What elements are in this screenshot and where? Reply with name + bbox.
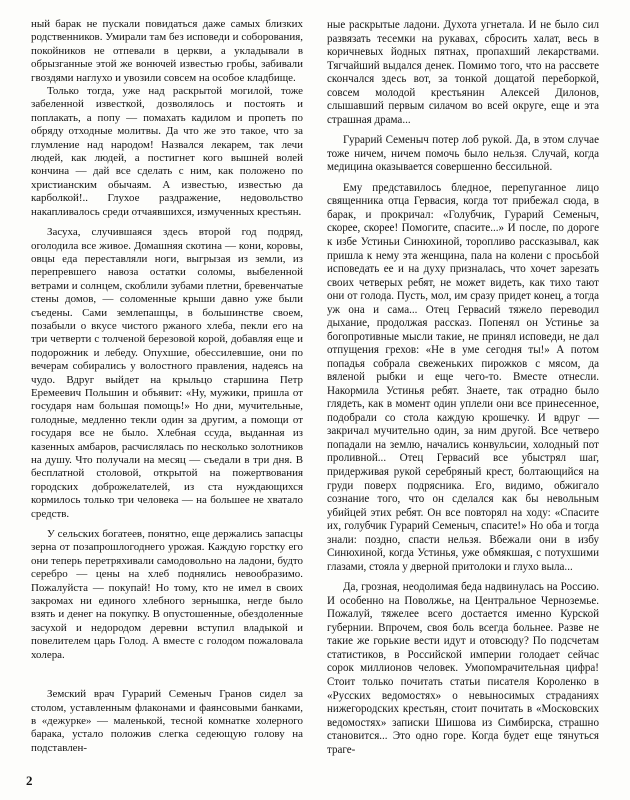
paragraph: Ему представилось бледное, перепуганное лицо священника отца Гервасия, когда тот прибежал сюда, в барак, и прокричал: «Голубчик, Гурарий Семеныч, скорее, скорее! Помогите, спасите...» И после, по дороге к избе Устиньи Синюхиной, торопливо рассказывал, как пришла к нему эта женщина, пала на колени с просьбой исповедать ее и на духу призналась, что хочет зарезать своих четверых ребят, не может видеть, как тихо тают они от голода. Пусть, мол, им сразу придет конец, а тогда уж она и сама... Отец Гервасий тяжело переводил дыхание, продолжая рассказ. Попенял он Устинье за богопротивные мысли такие, не принял исповеди, не дал отпущения грехов: «Не в уме сегодня ты!» А потом попадья собрала свеженьких пирожков с мясом, да вяленой рыбки и еще чего-то. Вместе отнесли. Накормила Устинья ребят. Знаете, так отрадно было глядеть, как в момент один уплели они все принесенное, подобрали со стола каждую крошечку. И вдруг — закричал мучительно один, за ним другой. Все четверо попадали на землю, начались конвульсии, холодный пот проливной... Отец Гервасий все убыстрял шаг, придерживая рукой серебряный крест, болтающийся на груди поверх подрясника. Его, видимо, обжигало сознание того, что он сделался как бы невольным убийцей этих ребят. Он все повторял на ходу: «Спасите их, голубчик Гурарий Семеныч, спасите!» Но оба и тогда знали: поздно, спасти нельзя. Вбежали они в избу Синюхиной, когда Устинья, уже обмякшая, с потухшими глазами, стояла у дверной притолоки и глухо выла... (327, 181, 599, 573)
paragraph: У сельских богатеев, понятно, еще держались запасцы зерна от позапрошлогоднего урожая. Каждую горстку его они теперь перетряхивали самодовольно на ладони, будто серебро — цены на хлеб поднялись невообразимо. Пожалуйста — покупай! Но тому, кто не имел в своих закромах ни единого хлебного зернышка, негде было взять и денег на покупку. В опустошенные, обездоленные засухой и недородом деревни вступил владыкой и повелителем царь Голод. А вместе с голодом пожаловала холера. (31, 528, 303, 661)
paragraph: Да, грозная, неодолимая беда надвинулась на Россию. И особенно на Поволжье, на Центральное Черноземье. Пожалуй, тяжелее всего достается именно Курской губернии. Впрочем, своя боль всегда больнее. Разве не такие же горькие вести идут и отовсюду? По подсчетам статистиков, в Российской империи голодает сейчас сорок миллионов человек. Умопомрачительная цифра! Стоит только почитать статьи писателя Короленко в «Русских ведомостях» о невыносимых страданиях нижегородских крестьян, стоит почитать в «Московских ведомостях» записки Шишова из Симбирска, страшно становится... Это одно горе. Когда будет еще тянуться траге- (327, 581, 599, 756)
page-number: 2 (26, 773, 33, 788)
left-text-column (31, 18, 303, 755)
paragraph: Только тогда, уже над раскрытой могилой, тоже забеленной известкой, дозволялось и постоять и поплакать, а попу — помахать кадилом и пропеть по обряду отходные молитвы. Да что же это такое, что за глумление над народом! Назвался лекарем, так лечи людей, как людей, а постигнет кого вышней волей кончина — дай все сделать с ним, как положено по христианским обычаям. А известью, известью да карболкой!.. Глухое раздражение, недовольство накапливалось среди отчаявшихся, измученных крестьян. (31, 85, 303, 218)
paragraph: Гурарий Семеныч потер лоб рукой. Да, в этом случае тоже ничем, ничем помочь было нельзя. Случай, когда медицина оказывается совершенно бессильной. (327, 134, 599, 174)
paragraph: Засуха, случившаяся здесь второй год подряд, оголодила все живое. Домашняя скотина — кони, коровы, овцы еда переставляли ноги, выгрызая из земли, из перепревшего навоза остатки соломы, выбеленной ветрами и солнцем, скоблили зубами плетни, бревенчатые стены домов, — соломенные крыши давно уже были съедены. Сами землепашцы, в большинстве своем, позабыли о вкусе чистого ржаного хлеба, пекли его на три четверти с толченой березовой корой, добавляя еще и подорожник и лебеду. Опухшие, обессилевшие, они по вечерам собирались у волостного правления, надеясь на чудо. Вдруг выйдет на крыльцо старшина Петр Еремеевич Польшин и объявит: «Ну, мужики, пришла от государя нам большая помощь!» Но дни, мучительные, голодные, медленно текли один за другим, а помощи от государя все не было. Хлебная ссуда, выданная из казенных амбаров, расчислялась по несколько золотников на душу. Что получали на месяц — съедали в три дня. В бесплатной столовой, открытой на пожертвования городских доброжелателей, из ста нуждающихся кормилось только три человека — на большее не хватало средств. (31, 226, 303, 520)
paragraph: ные раскрытые ладони. Духота угнетала. И не было сил развязать тесемки на рукавах, сбросить халат, весь в коричневых йодных пятнах, пропахший лекарствами. Тягчайший выдался денек. Помимо того, что на рассвете скончался здесь вот, за тонкой дощатой переборкой, совсем молодой крестьянин Алексей Дилонов, слышавший первым силачом во всей округе, еще и эта страшная драма... (327, 19, 599, 126)
paragraph: Земский врач Гурарий Семеныч Гранов сидел за столом, уставленным флаконами и фаянсовыми банками, в «дежурке» — маленькой, тесной комнатке холерного барака, устало положив слегка седеющую голову на подставлен- (31, 688, 303, 754)
paragraph: ный барак не пускали повидаться даже самых близких родственников. Умирали там без исповеди и соборования, покойников не отпевали в церкви, а укладывали в обрызганные этой же вонючей известью гробы, забивали гвоздями наглухо и увозили совсем на особое кладбище. (31, 18, 303, 84)
right-text-column (327, 19, 599, 757)
